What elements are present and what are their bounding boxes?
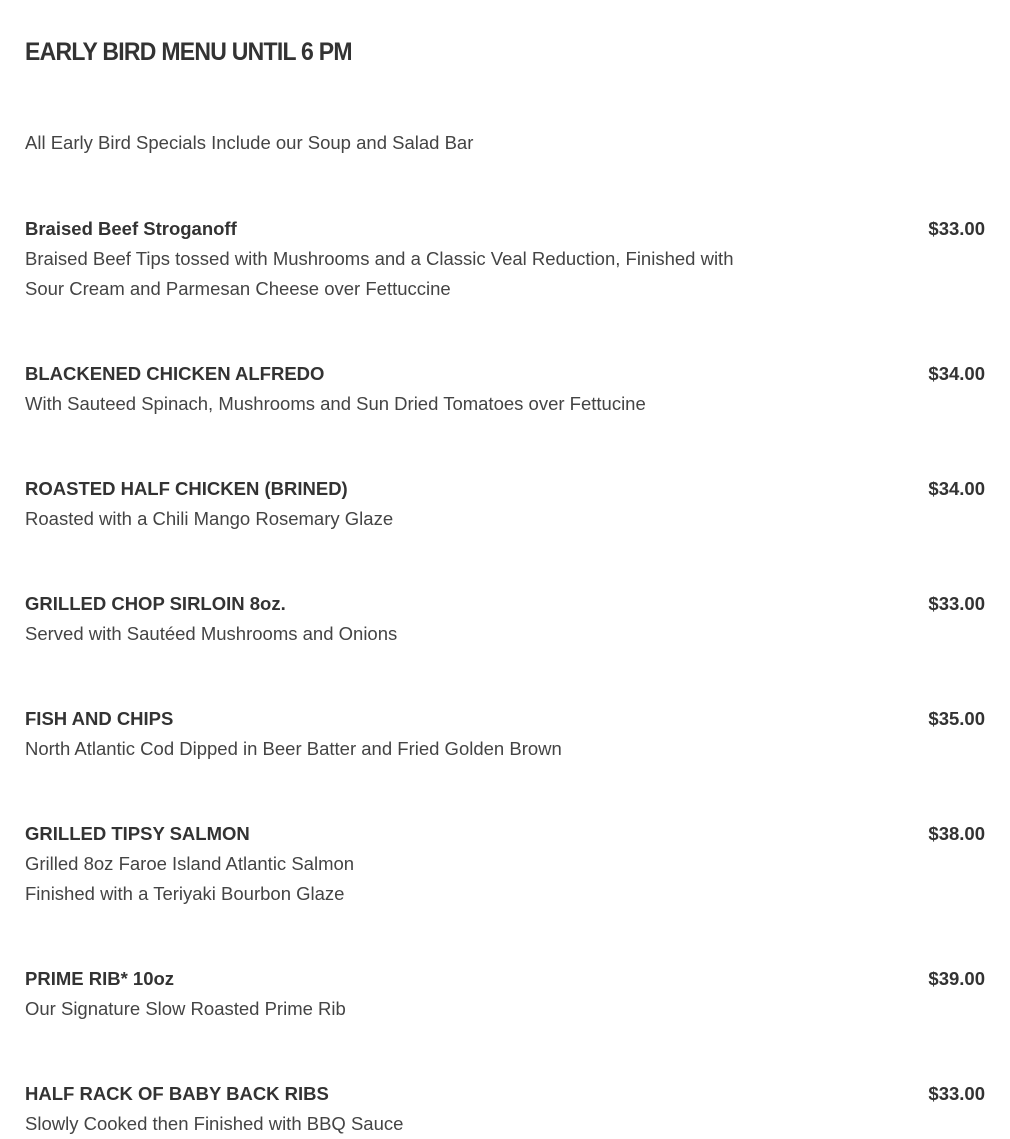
menu-item-blackened-chicken-alfredo xyxy=(25,359,985,419)
menu-item-beef-stroganoff xyxy=(25,214,985,304)
item-price: $39.00 xyxy=(928,968,985,989)
item-description-line: Sour Cream and Parmesan Cheese over Fettuccine xyxy=(25,278,451,299)
menu-item-grilled-chop-sirloin xyxy=(25,589,985,649)
menu-title: EARLY BIRD MENU UNTIL 6 PM xyxy=(25,38,352,66)
item-price: $33.00 xyxy=(928,593,985,614)
menu-item-baby-back-ribs xyxy=(25,1079,985,1139)
item-description-line: North Atlantic Cod Dipped in Beer Batter and Fried Golden Brown xyxy=(25,738,562,759)
item-name: FISH AND CHIPS xyxy=(25,708,174,729)
item-description-line: Slowly Cooked then Finished with BBQ Sauce xyxy=(25,1113,404,1134)
menu-item-fish-and-chips xyxy=(25,704,985,764)
item-name: Braised Beef Stroganoff xyxy=(25,218,237,239)
menu-item-roasted-half-chicken xyxy=(25,474,985,534)
item-price: $33.00 xyxy=(928,1083,985,1104)
menu-item-prime-rib xyxy=(25,964,985,1024)
item-name: GRILLED CHOP SIRLOIN 8oz. xyxy=(25,593,286,614)
item-description-line: Our Signature Slow Roasted Prime Rib xyxy=(25,998,346,1019)
item-price: $34.00 xyxy=(928,363,985,384)
menu-subtitle: All Early Bird Specials Include our Soup and Salad Bar xyxy=(25,132,474,153)
item-description-line: Finished with a Teriyaki Bourbon Glaze xyxy=(25,883,345,904)
item-name: GRILLED TIPSY SALMON xyxy=(25,823,250,844)
item-description-line: Served with Sautéed Mushrooms and Onions xyxy=(25,623,398,644)
item-price: $38.00 xyxy=(928,823,985,844)
item-description-line: With Sauteed Spinach, Mushrooms and Sun Dried Tomatoes over Fettucine xyxy=(25,393,646,414)
menu-item-grilled-tipsy-salmon xyxy=(25,819,985,909)
item-name: PRIME RIB* 10oz xyxy=(25,968,175,989)
item-name: HALF RACK OF BABY BACK RIBS xyxy=(25,1083,329,1104)
item-price: $33.00 xyxy=(928,218,985,239)
item-name: ROASTED HALF CHICKEN (BRINED) xyxy=(25,478,348,499)
item-price: $34.00 xyxy=(928,478,985,499)
item-price: $35.00 xyxy=(928,708,985,729)
item-description-line: Braised Beef Tips tossed with Mushrooms and a Classic Veal Reduction, Finished with xyxy=(25,248,734,269)
item-description-line: Roasted with a Chili Mango Rosemary Glaze xyxy=(25,508,394,529)
item-name: BLACKENED CHICKEN ALFREDO xyxy=(25,363,325,384)
item-description-line: Grilled 8oz Faroe Island Atlantic Salmon xyxy=(25,853,355,874)
